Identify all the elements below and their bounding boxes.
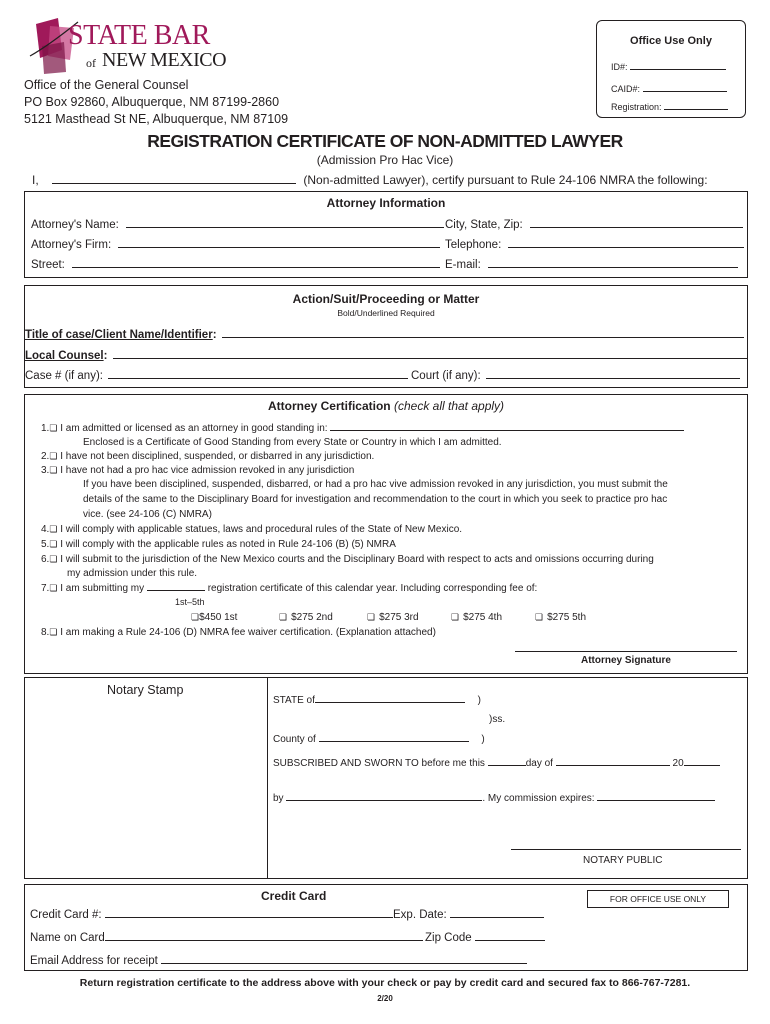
cert-item-2-checkbox[interactable]: ❏ [49, 452, 58, 462]
exp-date-field[interactable] [450, 908, 544, 918]
notary-state-field[interactable] [315, 694, 465, 703]
telephone-row: Telephone: [445, 238, 744, 251]
jurisdiction-field[interactable] [330, 423, 684, 431]
email-field[interactable] [488, 258, 738, 268]
cert-item-2: 2.❏ I have not been disciplined, suspended, or disbarred in any jurisdiction. [41, 451, 375, 462]
name-on-card-row: Name on Card [30, 931, 423, 944]
court-field[interactable] [486, 369, 740, 379]
receipt-email-row: Email Address for receipt [30, 954, 527, 967]
credit-office-only-label: FOR OFFICE USE ONLY [609, 894, 707, 904]
attorney-signature-line[interactable] [515, 651, 737, 652]
zip-code-row: Zip Code [425, 931, 545, 944]
name-on-card-field[interactable] [105, 931, 423, 941]
office-use-box [596, 20, 746, 118]
office-use-title: Office Use Only [630, 35, 712, 47]
fee-3rd-checkbox[interactable]: ❏ [367, 613, 376, 623]
office-use-caid: CAID#: [611, 84, 727, 94]
cert-item-6: 6.❏ I will submit to the jurisdiction of the New Mexico courts and the Disciplinary Board with respect to acts and omissions occurring during [41, 554, 654, 565]
page-title: REGISTRATION CERTIFICATE OF NON-ADMITTED LAWYER [147, 131, 623, 151]
credit-card-number-row: Credit Card #: [30, 908, 393, 921]
logo-line2: NEW MEXICO [102, 49, 227, 71]
cert-item-7-range: 1st–5th [175, 597, 205, 607]
notary-county-field[interactable] [319, 733, 469, 742]
cert-item-7-checkbox[interactable]: ❏ [49, 584, 58, 594]
notary-county-row: County of ) [273, 734, 485, 745]
cert-item-1: 1.❏ I am admitted or licensed as an attorney in good standing in: [41, 423, 684, 434]
cert-item-3: 3.❏ I have not had a pro hac vice admission revoked in any jurisdiction [41, 465, 355, 476]
attorney-info-section [24, 191, 748, 278]
intro-statement: (Non-admitted Lawyer), certify pursuant to Rule 24-106 NMRA the following: [303, 173, 708, 187]
fee-1st: ❏$450 1st [191, 612, 238, 623]
cert-item-4: 4.❏ I will comply with applicable statues, laws and procedural rules of the State of New Mexico. [41, 524, 463, 535]
case-number-row: Case # (if any): [25, 369, 408, 382]
address-line3: 5121 Masthead St NE, Albuquerque, NM 87109 [24, 112, 289, 126]
attorney-info-heading: Attorney Information [326, 196, 446, 210]
cert-item-6-line2: my admission under this rule. [67, 568, 198, 579]
cert-item-5-checkbox[interactable]: ❏ [49, 540, 58, 550]
office-use-id: ID#: [611, 62, 726, 72]
fee-5th-checkbox[interactable]: ❏ [535, 613, 544, 623]
logo-of: of [86, 56, 96, 70]
fee-2nd: ❏ $275 2nd [279, 612, 333, 623]
cert-item-1-checkbox[interactable]: ❏ [49, 424, 58, 434]
street-field[interactable] [72, 258, 440, 268]
attorney-name-field[interactable] [126, 218, 444, 228]
zip-code-field[interactable] [475, 931, 545, 941]
footer-version: 2/20 [377, 994, 393, 1003]
notary-commission-field[interactable] [597, 792, 715, 801]
court-row: Court (if any): [411, 369, 740, 382]
fee-2nd-checkbox[interactable]: ❏ [279, 613, 288, 623]
office-use-registration: Registration: [611, 102, 728, 112]
notary-state-row: STATE of ) [273, 695, 481, 706]
telephone-field[interactable] [508, 238, 744, 248]
cert-item-3-checkbox[interactable]: ❏ [49, 466, 58, 476]
intro-i: I, [32, 173, 39, 187]
case-number-field[interactable] [108, 369, 408, 379]
notary-month-field[interactable] [556, 757, 670, 766]
notary-section [24, 677, 748, 879]
notary-signature-line[interactable] [511, 849, 741, 850]
notary-by-field[interactable] [286, 792, 482, 801]
page-subtitle: (Admission Pro Hac Vice) [316, 153, 454, 167]
action-sub: Bold/Underlined Required [337, 308, 435, 318]
notary-ss: )ss. [489, 714, 506, 725]
notary-day-field[interactable] [488, 757, 526, 766]
cert-item-3-note3: vice. (see 24-106 (C) NMRA) [83, 509, 212, 520]
address-line2: PO Box 92860, Albuquerque, NM 87199-2860 [24, 95, 280, 109]
action-heading: Action/Suit/Proceeding or Matter [292, 292, 480, 306]
action-section [24, 285, 748, 388]
case-title-row: Title of case/Client Name/Identifier: [25, 328, 744, 341]
cert-item-4-checkbox[interactable]: ❏ [49, 525, 58, 535]
cert-item-6-checkbox[interactable]: ❏ [49, 555, 58, 565]
cert-item-5: 5.❏ I will comply with the applicable rules as noted in Rule 24-106 (B) (5) NMRA [41, 539, 396, 550]
city-state-zip-row: City, State, Zip: [445, 218, 743, 231]
registration-count-field[interactable] [147, 583, 205, 591]
receipt-email-field[interactable] [161, 954, 527, 964]
local-counsel-row: Local Counsel: [25, 349, 747, 362]
cert-item-7: 7.❏ I am submitting my registration certificate of this calendar year. Including corresponding fee of: [41, 583, 538, 594]
fee-1st-checkbox[interactable]: ❏ [191, 613, 200, 623]
cert-item-8-checkbox[interactable]: ❏ [49, 628, 58, 638]
attorney-signature-label: Attorney Signature [580, 655, 671, 666]
footer-instruction: Return registration certificate to the address above with your check or pay by credit card and secured fax to 866-767-7281. [79, 977, 691, 989]
case-title-field[interactable] [222, 328, 744, 338]
certification-heading: Attorney Certification (check all that apply) [267, 399, 505, 413]
cert-item-3-note1: If you have been disciplined, suspended, disbarred, or had a pro hac vive admission revoked in any jurisdiction, you must submit the [83, 479, 668, 490]
address-line1: Office of the General Counsel [24, 78, 189, 92]
credit-office-only-box [587, 890, 729, 908]
attorney-firm-field[interactable] [118, 238, 440, 248]
notary-by-row: by . My commission expires: [273, 792, 715, 804]
cert-item-3-note2: details of the same to the Disciplinary Board for investigation and recommendation to the court in which you seek to practice pro hac [83, 494, 668, 505]
city-state-zip-field[interactable] [530, 218, 743, 228]
fee-5th: ❏ $275 5th [535, 612, 587, 623]
notary-public-label: NOTARY PUBLIC [583, 855, 663, 866]
notary-year-field[interactable] [684, 757, 720, 766]
state-bar-logo [28, 16, 227, 76]
logo-line1: STATE BAR [68, 20, 210, 51]
fee-3rd: ❏ $275 3rd [367, 612, 419, 623]
fee-4th: ❏ $275 4th [451, 612, 503, 623]
notary-stamp-label: Notary Stamp [107, 683, 184, 697]
credit-card-section [24, 884, 748, 971]
notary-divider [267, 678, 268, 878]
fee-4th-checkbox[interactable]: ❏ [451, 613, 460, 623]
street-row: Street: [31, 258, 440, 271]
exp-date-row: Exp. Date: [393, 908, 544, 921]
attorney-name-row: Attorney's Name: [31, 218, 444, 231]
credit-card-number-field[interactable] [105, 908, 393, 918]
email-row: E-mail: [445, 258, 738, 271]
cert-item-8: 8.❏ I am making a Rule 24-106 (D) NMRA fee waiver certification. (Explanation attached) [41, 627, 436, 638]
intro-line [32, 173, 708, 187]
credit-card-heading: Credit Card [261, 889, 327, 903]
notary-sworn-row: SUBSCRIBED AND SWORN TO before me this day of 20 [273, 757, 720, 769]
attorney-firm-row: Attorney's Firm: [31, 238, 440, 251]
lawyer-name-field[interactable] [52, 174, 296, 184]
certification-section [24, 394, 748, 674]
cert-item-1-note: Enclosed is a Certificate of Good Standing from every State or Country in which I am admitted. [83, 437, 502, 448]
local-counsel-field[interactable] [113, 349, 747, 359]
